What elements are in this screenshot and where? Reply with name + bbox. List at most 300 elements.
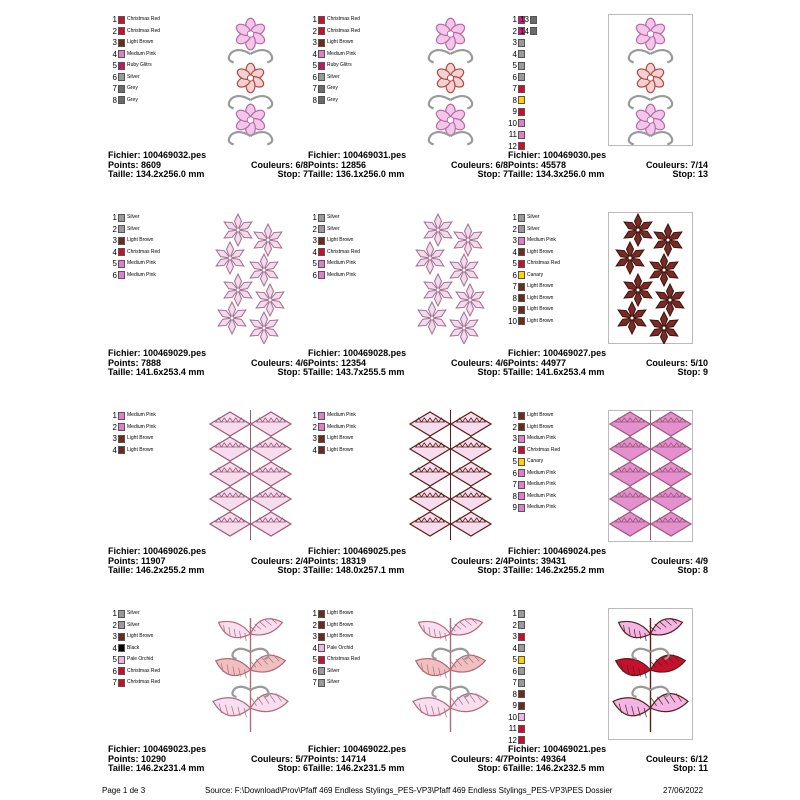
thread-row bbox=[508, 247, 560, 259]
thread-number: 6 bbox=[512, 72, 517, 82]
thread-name: Silver bbox=[127, 214, 140, 221]
thread-number: 9 bbox=[512, 503, 517, 513]
thread-swatch bbox=[318, 435, 325, 443]
design-card bbox=[108, 14, 308, 194]
file-name-value: 100469027.pes bbox=[543, 348, 607, 358]
thread-row bbox=[308, 235, 360, 247]
stop-count-label: Stop: bbox=[672, 763, 696, 774]
thread-name: Medium Pink bbox=[327, 260, 356, 267]
thread-name: Silver bbox=[127, 610, 140, 617]
thread-number: 3 bbox=[512, 632, 517, 642]
thread-swatch bbox=[318, 85, 325, 93]
stitch-points-label: Points: bbox=[308, 357, 339, 368]
thread-swatch bbox=[318, 610, 325, 618]
file-name-label: Fichier: bbox=[308, 348, 341, 358]
thread-row bbox=[108, 666, 160, 678]
design-size-label: Taille: bbox=[308, 169, 334, 180]
stop-count bbox=[673, 764, 708, 774]
stop-count bbox=[477, 170, 508, 180]
thread-row bbox=[108, 620, 160, 632]
embroidery-preview bbox=[408, 410, 493, 547]
embroidery-preview bbox=[608, 212, 693, 349]
thread-row bbox=[108, 422, 156, 434]
thread-number: 2 bbox=[312, 26, 317, 36]
thread-name: Medium Pink bbox=[127, 271, 156, 278]
color-count-value: 6/12 bbox=[690, 753, 708, 764]
stitch-points-label: Points: bbox=[308, 753, 339, 764]
thread-swatch bbox=[118, 679, 125, 687]
design-size-label: Taille: bbox=[108, 169, 134, 180]
thread-swatch bbox=[118, 225, 125, 233]
thread-swatch bbox=[318, 248, 325, 256]
stitch-points-label: Points: bbox=[108, 753, 139, 764]
embroidery-preview bbox=[208, 410, 293, 547]
thread-swatch bbox=[518, 469, 525, 477]
thread-row bbox=[108, 37, 160, 49]
thread-swatch bbox=[518, 283, 525, 291]
stitch-points-value: 8609 bbox=[141, 159, 162, 170]
thread-swatch bbox=[518, 96, 525, 104]
thread-number: 10 bbox=[508, 712, 517, 722]
thread-swatch bbox=[118, 73, 125, 81]
thread-swatch bbox=[118, 96, 125, 104]
thread-number: 7 bbox=[112, 678, 117, 688]
thread-number: 1 bbox=[312, 609, 317, 619]
thread-number: 7 bbox=[512, 282, 517, 292]
thread-swatch bbox=[318, 16, 325, 24]
thread-swatch bbox=[118, 656, 125, 664]
thread-swatch bbox=[318, 260, 325, 268]
thread-name: Light Brown bbox=[527, 412, 554, 419]
stop-count bbox=[277, 368, 308, 378]
thread-swatch bbox=[518, 85, 525, 93]
thread-swatch bbox=[318, 621, 325, 629]
thread-name: Light Brown bbox=[127, 633, 154, 640]
thread-swatch bbox=[518, 39, 525, 47]
design-card bbox=[508, 212, 708, 392]
stitch-points-label: Points: bbox=[508, 357, 539, 368]
thread-name: Light Brown bbox=[327, 621, 354, 628]
thread-name: Medium Pink bbox=[127, 260, 156, 267]
thread-name: Light Brown bbox=[527, 294, 554, 301]
thread-number: 10 bbox=[508, 316, 517, 326]
stop-count-value: 6 bbox=[302, 763, 308, 774]
thread-number: 5 bbox=[112, 259, 117, 269]
thread-palette bbox=[308, 608, 360, 689]
thread-number: 3 bbox=[512, 434, 517, 444]
thread-number: 2 bbox=[312, 224, 317, 234]
thread-swatch bbox=[118, 621, 125, 629]
thread-name: Light Brown bbox=[127, 39, 154, 46]
stitch-points-label: Points: bbox=[308, 555, 339, 566]
thread-name: Silver bbox=[327, 214, 340, 221]
thread-swatch bbox=[530, 16, 537, 24]
thread-name: Silver bbox=[327, 73, 340, 80]
thread-name: Medium Pink bbox=[327, 423, 356, 430]
stitch-points-label: Points: bbox=[508, 555, 539, 566]
color-count-label: Couleurs: bbox=[250, 753, 293, 764]
color-count-value: 4/7 bbox=[495, 753, 508, 764]
stop-count-value: 5 bbox=[302, 367, 308, 378]
design-size-value: 146.2x231.5 mm bbox=[335, 763, 405, 774]
design-size bbox=[308, 566, 404, 576]
thread-number: 11 bbox=[508, 130, 517, 140]
design-size bbox=[508, 170, 604, 180]
thread-swatch bbox=[318, 679, 325, 687]
thread-swatch bbox=[118, 16, 125, 24]
thread-row bbox=[508, 654, 527, 666]
thread-number: 2 bbox=[512, 26, 517, 36]
thread-name: Light Brown bbox=[527, 306, 554, 313]
thread-swatch bbox=[518, 679, 525, 687]
thread-swatch bbox=[518, 492, 525, 500]
thread-swatch bbox=[318, 50, 325, 58]
thread-number: 14 bbox=[520, 26, 529, 36]
source-path: Source: F:\Download\Prov\Pfaff 469 Endless Stylings_PES-VP3\Pfaff 469 Endless Stylings_PES-VP3\PES Dossier bbox=[205, 786, 613, 795]
thread-number: 3 bbox=[112, 632, 117, 642]
stop-count bbox=[677, 368, 708, 378]
thread-number: 4 bbox=[112, 49, 117, 59]
design-card bbox=[108, 410, 308, 590]
thread-row bbox=[508, 129, 527, 141]
thread-name: Christmas Red bbox=[127, 248, 161, 255]
thread-number: 6 bbox=[512, 270, 517, 280]
thread-number: 4 bbox=[112, 643, 117, 653]
thread-row bbox=[308, 83, 360, 95]
thread-number: 1 bbox=[312, 213, 317, 223]
embroidery-motif bbox=[408, 14, 493, 146]
thread-row bbox=[308, 608, 360, 620]
thread-number: 3 bbox=[312, 434, 317, 444]
design-size-value: 143.7x255.5 mm bbox=[335, 367, 405, 378]
thread-number: 1 bbox=[512, 213, 517, 223]
thread-row bbox=[508, 433, 560, 445]
thread-number: 5 bbox=[112, 655, 117, 665]
thread-row bbox=[108, 72, 160, 84]
thread-swatch bbox=[318, 96, 325, 104]
file-name-value: 100469022.pes bbox=[343, 744, 407, 754]
thread-number: 3 bbox=[312, 632, 317, 642]
embroidery-motif bbox=[208, 608, 293, 740]
thread-name: Light Brown bbox=[327, 633, 354, 640]
thread-swatch bbox=[118, 27, 125, 35]
stitch-points-value: 49364 bbox=[541, 753, 567, 764]
design-size bbox=[508, 368, 604, 378]
thread-row bbox=[108, 95, 160, 107]
thread-row bbox=[108, 677, 160, 689]
thread-row bbox=[108, 608, 160, 620]
thread-row bbox=[308, 258, 360, 270]
thread-palette bbox=[508, 410, 560, 514]
stitch-points-label: Points: bbox=[508, 753, 539, 764]
thread-row bbox=[508, 258, 560, 270]
thread-number: 6 bbox=[312, 270, 317, 280]
thread-name: Light Brown bbox=[327, 237, 354, 244]
file-name-label: Fichier: bbox=[308, 546, 341, 556]
stop-count bbox=[672, 170, 708, 180]
file-name-value: 100469028.pes bbox=[343, 348, 407, 358]
thread-name: Light Brown bbox=[527, 248, 554, 255]
page-number: Page 1 de 3 bbox=[102, 786, 146, 795]
stitch-points-value: 10290 bbox=[141, 753, 167, 764]
thread-number: 3 bbox=[512, 236, 517, 246]
thread-name: Ruby Glitrs bbox=[127, 62, 152, 69]
file-name-value: 100469032.pes bbox=[143, 150, 207, 160]
thread-name: Medium Pink bbox=[527, 469, 556, 476]
thread-swatch bbox=[318, 633, 325, 641]
thread-swatch bbox=[118, 667, 125, 675]
color-count-label: Couleurs: bbox=[250, 159, 293, 170]
design-size-value: 136.1x256.0 mm bbox=[335, 169, 405, 180]
thread-row bbox=[308, 37, 360, 49]
thread-number: 2 bbox=[112, 620, 117, 630]
thread-swatch bbox=[318, 73, 325, 81]
embroidery-preview bbox=[208, 608, 293, 745]
thread-swatch bbox=[518, 610, 525, 618]
thread-name: Christmas Red bbox=[327, 27, 361, 34]
thread-row bbox=[308, 60, 360, 72]
design-size-value: 141.6x253.4 mm bbox=[135, 367, 205, 378]
thread-swatch bbox=[518, 306, 525, 314]
thread-number: 4 bbox=[312, 49, 317, 59]
thread-row bbox=[308, 620, 360, 632]
thread-swatch bbox=[118, 85, 125, 93]
stop-count-value: 5 bbox=[502, 367, 508, 378]
stitch-points-label: Points: bbox=[108, 357, 139, 368]
thread-swatch bbox=[518, 131, 525, 139]
thread-row bbox=[108, 410, 156, 422]
design-card bbox=[108, 608, 308, 788]
thread-swatch bbox=[518, 504, 525, 512]
file-name-value: 100469023.pes bbox=[143, 744, 207, 754]
thread-number: 6 bbox=[512, 666, 517, 676]
stop-count-label: Stop: bbox=[677, 565, 701, 576]
thread-row bbox=[508, 83, 527, 95]
stop-count-value: 3 bbox=[302, 565, 308, 576]
thread-name: Light Brown bbox=[127, 435, 154, 442]
thread-row bbox=[508, 666, 527, 678]
thread-swatch bbox=[118, 271, 125, 279]
stop-count-value: 9 bbox=[702, 367, 708, 378]
thread-row bbox=[108, 60, 160, 72]
thread-row bbox=[108, 270, 160, 282]
embroidery-motif bbox=[608, 212, 693, 344]
thread-name: Medium Pink bbox=[327, 271, 356, 278]
thread-number: 2 bbox=[512, 422, 517, 432]
thread-palette bbox=[308, 410, 356, 456]
stitch-points-value: 45578 bbox=[541, 159, 567, 170]
design-size-label: Taille: bbox=[108, 763, 134, 774]
thread-palette bbox=[108, 410, 156, 456]
thread-swatch bbox=[518, 656, 525, 664]
thread-name: Christmas Red bbox=[127, 27, 161, 34]
thread-swatch bbox=[118, 39, 125, 47]
thread-swatch bbox=[518, 260, 525, 268]
design-size bbox=[108, 764, 204, 774]
embroidery-motif bbox=[208, 410, 293, 542]
thread-swatch bbox=[518, 690, 525, 698]
thread-row bbox=[308, 212, 360, 224]
thread-swatch bbox=[518, 50, 525, 58]
stop-count bbox=[477, 368, 508, 378]
color-count-value: 2/4 bbox=[295, 555, 308, 566]
design-size bbox=[508, 566, 604, 576]
color-count-value: 5/7 bbox=[295, 753, 308, 764]
embroidery-preview bbox=[608, 608, 693, 745]
design-size-label: Taille: bbox=[508, 763, 534, 774]
stop-count-label: Stop: bbox=[277, 565, 301, 576]
thread-row bbox=[308, 49, 360, 61]
thread-name: Christmas Red bbox=[327, 16, 361, 23]
stop-count-label: Stop: bbox=[477, 565, 501, 576]
stop-count-value: 6 bbox=[502, 763, 508, 774]
thread-row bbox=[508, 37, 527, 49]
thread-row bbox=[508, 608, 527, 620]
stitch-points-value: 18319 bbox=[341, 555, 367, 566]
stitch-points-value: 44977 bbox=[541, 357, 567, 368]
thread-number: 1 bbox=[312, 15, 317, 25]
thread-swatch bbox=[518, 633, 525, 641]
thread-number: 4 bbox=[512, 445, 517, 455]
thread-swatch bbox=[118, 435, 125, 443]
thread-row bbox=[308, 247, 360, 259]
thread-name: Medium Pink bbox=[527, 492, 556, 499]
color-count-label: Couleurs: bbox=[650, 555, 693, 566]
design-size bbox=[308, 170, 404, 180]
thread-number: 5 bbox=[312, 61, 317, 71]
thread-name: Silver bbox=[127, 621, 140, 628]
embroidery-motif bbox=[208, 212, 293, 344]
thread-number: 8 bbox=[512, 293, 517, 303]
thread-swatch bbox=[318, 667, 325, 675]
thread-row bbox=[508, 689, 527, 701]
stop-count-label: Stop: bbox=[672, 169, 696, 180]
thread-swatch bbox=[318, 225, 325, 233]
thread-swatch bbox=[118, 423, 125, 431]
design-size-value: 148.0x257.1 mm bbox=[335, 565, 405, 576]
thread-swatch bbox=[318, 62, 325, 70]
thread-number: 6 bbox=[312, 72, 317, 82]
design-size bbox=[308, 764, 404, 774]
thread-swatch bbox=[530, 27, 537, 35]
color-count-value: 6/8 bbox=[295, 159, 308, 170]
color-count-value: 4/6 bbox=[495, 357, 508, 368]
design-size-value: 134.2x256.0 mm bbox=[135, 169, 205, 180]
thread-row bbox=[108, 14, 160, 26]
stop-count-value: 13 bbox=[697, 169, 708, 180]
stop-count bbox=[277, 566, 308, 576]
thread-name: Silver bbox=[127, 73, 140, 80]
thread-swatch bbox=[118, 237, 125, 245]
thread-number: 6 bbox=[112, 666, 117, 676]
thread-number: 7 bbox=[512, 678, 517, 688]
thread-number: 8 bbox=[512, 491, 517, 501]
color-count-value: 4/6 bbox=[295, 357, 308, 368]
file-name-label: Fichier: bbox=[308, 744, 341, 754]
thread-name: Medium Pink bbox=[127, 423, 156, 430]
design-card bbox=[308, 212, 508, 392]
thread-number: 8 bbox=[112, 95, 117, 105]
thread-number: 7 bbox=[112, 84, 117, 94]
thread-row bbox=[308, 410, 356, 422]
file-name-label: Fichier: bbox=[308, 150, 341, 160]
color-count-label: Couleurs: bbox=[250, 555, 293, 566]
thread-number: 2 bbox=[512, 224, 517, 234]
thread-row bbox=[308, 666, 360, 678]
thread-number: 10 bbox=[508, 118, 517, 128]
thread-row bbox=[308, 445, 356, 457]
design-card bbox=[508, 410, 708, 590]
thread-number: 8 bbox=[312, 95, 317, 105]
thread-row bbox=[308, 422, 356, 434]
thread-palette bbox=[508, 212, 560, 327]
thread-row bbox=[108, 212, 160, 224]
thread-name: Light Brown bbox=[327, 446, 354, 453]
thread-swatch bbox=[318, 423, 325, 431]
thread-number: 7 bbox=[512, 480, 517, 490]
file-name-label: Fichier: bbox=[508, 546, 541, 556]
thread-row bbox=[508, 502, 560, 514]
design-size-label: Taille: bbox=[308, 763, 334, 774]
stitch-points-label: Points: bbox=[508, 159, 539, 170]
file-name-value: 100469025.pes bbox=[343, 546, 407, 556]
thread-name: Light Brown bbox=[527, 317, 554, 324]
thread-name: Grey bbox=[327, 85, 338, 92]
thread-name: Light Brown bbox=[527, 283, 554, 290]
design-card bbox=[508, 14, 708, 194]
thread-swatch bbox=[518, 423, 525, 431]
design-size-value: 134.3x256.0 mm bbox=[535, 169, 605, 180]
thread-number: 9 bbox=[512, 107, 517, 117]
thread-row bbox=[508, 49, 527, 61]
thread-palette-extra bbox=[520, 14, 539, 37]
thread-palette bbox=[108, 212, 160, 281]
design-size-label: Taille: bbox=[508, 169, 534, 180]
thread-number: 3 bbox=[112, 236, 117, 246]
thread-swatch bbox=[118, 260, 125, 268]
design-size bbox=[108, 170, 204, 180]
thread-palette bbox=[108, 14, 160, 106]
stop-count-label: Stop: bbox=[477, 763, 501, 774]
thread-swatch bbox=[518, 458, 525, 466]
embroidery-motif bbox=[608, 14, 693, 146]
thread-row bbox=[108, 258, 160, 270]
thread-swatch bbox=[318, 271, 325, 279]
embroidery-preview bbox=[608, 410, 693, 547]
thread-name: Light Brown bbox=[127, 446, 154, 453]
color-count-label: Couleurs: bbox=[450, 753, 493, 764]
thread-swatch bbox=[518, 446, 525, 454]
thread-number: 4 bbox=[512, 49, 517, 59]
stop-count-label: Stop: bbox=[477, 169, 501, 180]
thread-number: 13 bbox=[520, 15, 529, 25]
embroidery-motif bbox=[408, 212, 493, 344]
thread-name: Light Brown bbox=[327, 39, 354, 46]
thread-row bbox=[308, 643, 360, 655]
design-size bbox=[308, 368, 404, 378]
thread-row bbox=[508, 224, 560, 236]
thread-number: 1 bbox=[512, 411, 517, 421]
thread-name: Ruby Glitrs bbox=[327, 62, 352, 69]
thread-swatch bbox=[318, 644, 325, 652]
thread-swatch bbox=[318, 27, 325, 35]
thread-row bbox=[108, 49, 160, 61]
file-name-value: 100469029.pes bbox=[143, 348, 207, 358]
thread-name: Silver bbox=[327, 679, 340, 686]
thread-number: 2 bbox=[312, 620, 317, 630]
thread-swatch bbox=[518, 412, 525, 420]
thread-swatch bbox=[118, 633, 125, 641]
